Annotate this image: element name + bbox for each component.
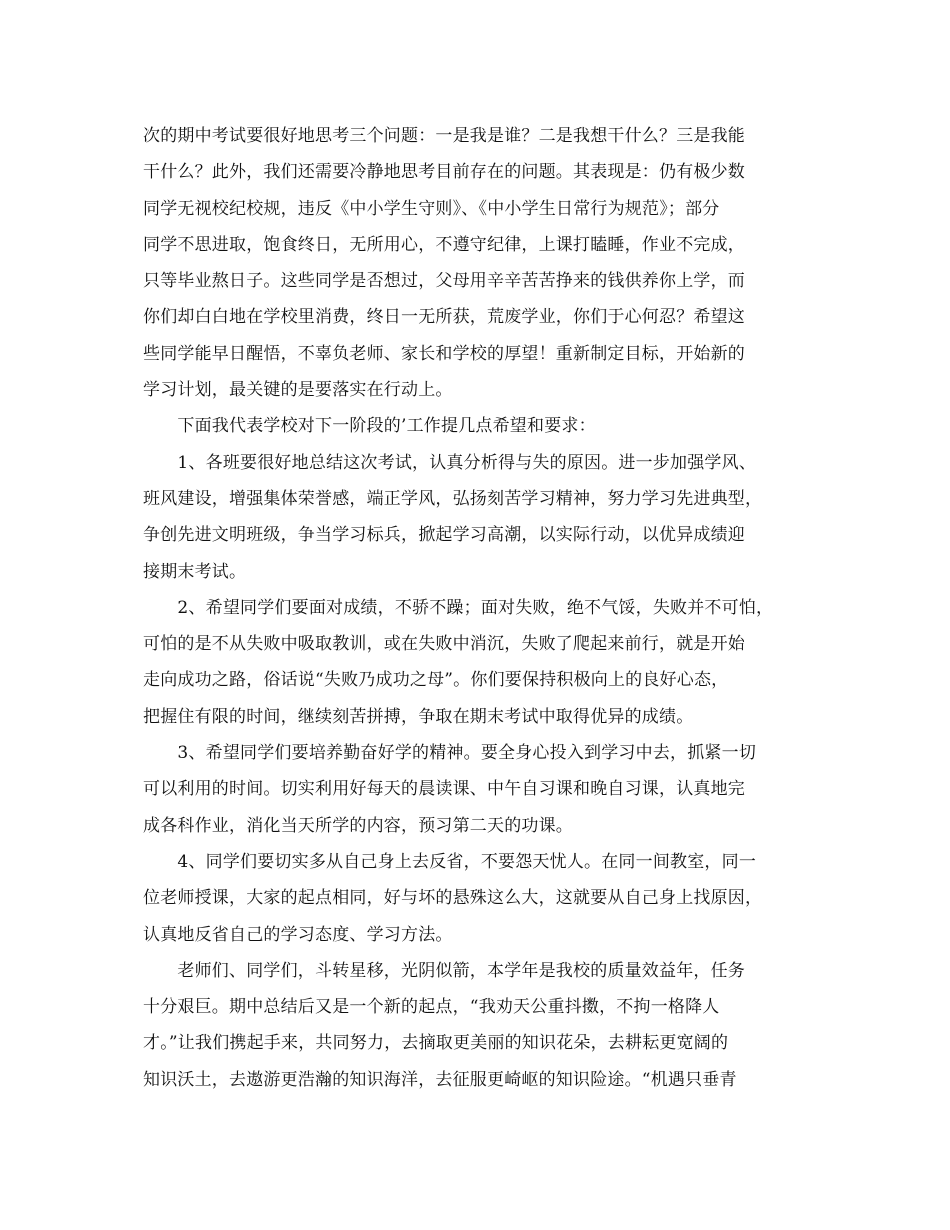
- text-line: 成各科作业，消化当天所学的内容，预习第二天的功课。: [143, 815, 573, 836]
- text-line: 1、各班要很好地总结这次考试，认真分析得与失的原因。进一步加强学风、: [143, 452, 757, 473]
- text-line: 干什么？此外，我们还需要冷静地思考目前存在的问题。其表现是：仍有极少数: [143, 162, 745, 183]
- text-line: 3、希望同学们要培养勤奋好学的精神。要全身心投入到学习中去，抓紧一切: [143, 743, 757, 764]
- text-line: 走向成功之路，俗话说“失败乃成功之母”。你们要保持积极向上的良好心态，: [143, 670, 729, 691]
- text-line: 只等毕业熬日子。这些同学是否想过，父母用辛辛苦苦挣来的钱供养你上学，而: [143, 271, 745, 292]
- text-line: 些同学能早日醒悟，不辜负老师、家长和学校的厚望！重新制定目标，开始新的: [143, 343, 745, 364]
- text-line: 次的期中考试要很好地思考三个问题：一是我是谁？二是我想干什么？三是我能: [143, 126, 745, 146]
- text-line: 才。”让我们携起手来，共同努力，去摘取更美丽的知识花朵，去耕耘更宽阔的: [143, 1033, 729, 1054]
- text-line: 4、同学们要切实多从自己身上去反省，不要怨天忧人。在同一间教室，同一: [143, 851, 757, 872]
- text-line: 位老师授课，大家的起点相同，好与坏的悬殊这么大，这就要从自己身上找原因，: [143, 888, 763, 909]
- text-line: 争创先进文明班级，争当学习标兵，掀起学习高潮，以实际行动，以优异成绩迎: [143, 525, 745, 546]
- text-line: 老师们、同学们，斗转星移，光阴似箭，本学年是我校的质量效益年，任务: [143, 960, 745, 981]
- text-line: 知识沃土，去遨游更浩瀚的知识海洋，去征服更崎岖的知识险途。“机遇只垂青: [143, 1069, 737, 1090]
- text-line: 同学无视校纪校规，违反《中小学生守则》、《中小学生日常行为规范》；部分: [143, 198, 720, 219]
- text-line: 学习计划，最关键的是要落实在行动上。: [143, 380, 453, 401]
- text-line: 十分艰巨。期中总结后又是一个新的起点，“我劝天公重抖擞，不拘一格降人: [143, 997, 720, 1018]
- text-line: 班风建设，增强集体荣誉感，端正学风，弘扬刻苦学习精神，努力学习先进典型，: [143, 488, 763, 509]
- text-line: 你们却白白地在学校里消费，终日一无所获，荒废学业，你们于心何忍？希望这: [143, 307, 745, 328]
- document-body: [143, 118, 823, 1098]
- text-line: 把握住有限的时间，继续刻苦拼搏，争取在期末考试中取得优异的成绩。: [143, 706, 694, 727]
- text-line: 接期末考试。: [143, 561, 247, 582]
- text-line: 可怕的是不从失败中吸取教训，或在失败中消沉，失败了爬起来前行，就是开始: [143, 634, 745, 655]
- text-line: 可以利用的时间。切实利用好每天的晨读课、中午自习课和晚自习课，认真地完: [143, 779, 745, 800]
- text-line: 下面我代表学校对下一阶段的’工作提几点希望和要求：: [143, 416, 596, 437]
- text-line: 2、希望同学们要面对成绩，不骄不躁；面对失败，绝不气馁，失败并不可怕，: [143, 597, 774, 618]
- text-line: 认真地反省自己的学习态度、学习方法。: [143, 924, 453, 945]
- text-line: 同学不思进取，饱食终日，无所用心，不遵守纪律，上课打瞌睡，作业不完成，: [143, 234, 745, 255]
